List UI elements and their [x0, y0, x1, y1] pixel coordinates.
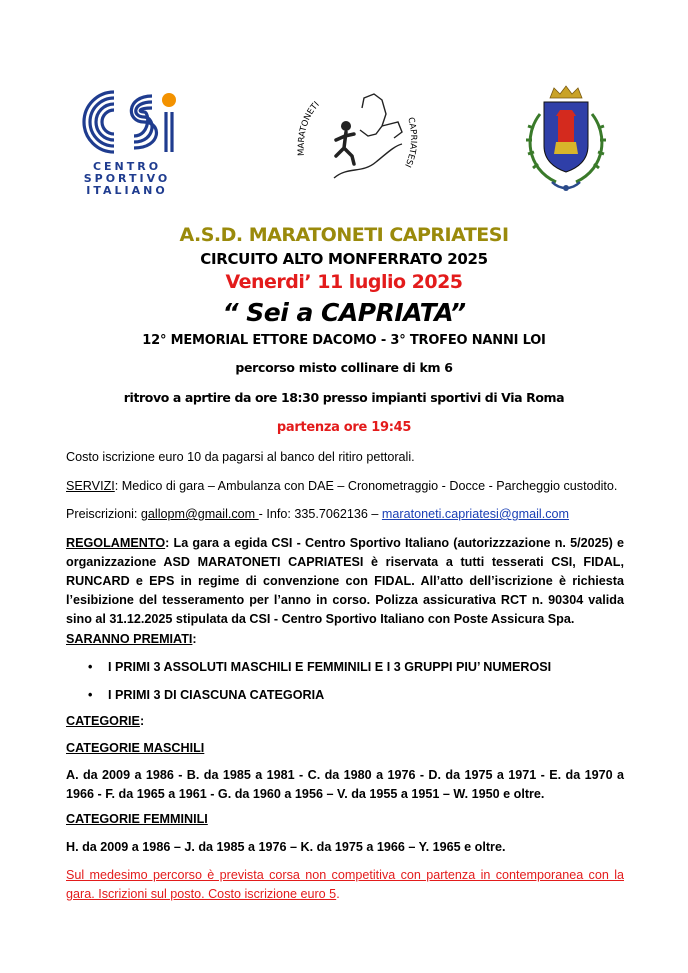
- meeting-line: ritrovo a aprtire da ore 18:30 presso impianti sportivi di Via Roma: [123, 390, 565, 405]
- categories-colon: :: [139, 714, 145, 728]
- services-text: : Medico di gara – Ambulanza con DAE – Cronometraggio - Docce - Parcheggio custodito.: [114, 479, 618, 493]
- noncompetitive-text: Sul medesimo percorso è prevista corsa non competitiva con partenza in contemporanea con la gara. Iscrizioni sul posto. Costo iscrizione euro 5: [66, 868, 624, 901]
- maratoneti-arc-text: MARATONETI: [296, 99, 322, 157]
- rules-text: : La gara a egida CSI - Centro Sportivo Italiano (autorizzzazione n. 5/2025) e organizzazione ASD MARATONETI CAPRIATESI è riservata a tutti tesserati CSI, FIDAL, RUNCARD e EPS in regime di convenzione con FIDAL. All’atto dell’iscrizione è richiesta l’esibizione del tesseramento per l’anno in corso. Polizza assicurativa RCT n. 90304 valida sino al 31.12.2025 stipulata da CSI - Centro Sportivo Italiano con Poste Assicura Spa.: [66, 536, 624, 626]
- cost-paragraph: Costo iscrizione euro 10 da pagarsi al banco del ritiro pettorali.: [66, 450, 415, 464]
- circuit-title: CIRCUITO ALTO MONFERRATO 2025: [200, 250, 488, 268]
- maratoneti-logo: [290, 86, 422, 198]
- organization-title: A.S.D. MARATONETI CAPRIATESI: [179, 224, 509, 246]
- csi-line1: CENTRO: [92, 160, 162, 173]
- prizes-label: SARANNO PREMIATI: [66, 632, 193, 646]
- capriatesi-arc-text: CAPRIATESI: [402, 116, 419, 169]
- csi-line2: SPORTIVO: [83, 172, 171, 185]
- male-categories-text: A. da 2009 a 1986 - B. da 1985 a 1981 - C. da 1980 a 1976 - D. da 1975 a 1971 - E. da 1970 a 1966 - F. da 1965 a 1961 - G. da 1960 a 1956 – V. da 1955 a 1951 – W. 1950 e oltre.: [66, 768, 624, 801]
- categories-label: CATEGORIE: [66, 714, 140, 728]
- registration-info: - Info: 335.7062136 –: [258, 507, 382, 521]
- svg-text:MARATONETI: [297, 100, 322, 156]
- start-time: partenza ore 19:45: [276, 420, 412, 435]
- list-item: • I PRIMI 3 DI CIASCUNA CATEGORIA: [66, 686, 624, 705]
- female-categories-text: H. da 2009 a 1986 – J. da 1985 a 1976 – K. da 1975 a 1966 – Y. 1965 e oltre.: [66, 840, 506, 854]
- male-categories-heading: CATEGORIE MASCHILI: [66, 741, 205, 755]
- municipal-crest: [520, 84, 612, 200]
- route-line: percorso misto collinare di km 6: [235, 360, 453, 375]
- services-label: SERVIZI: [66, 479, 115, 493]
- categories-heading: [66, 712, 624, 731]
- csi-logo: [74, 82, 180, 194]
- prizes-list: [66, 658, 624, 705]
- registration-paragraph: [66, 505, 624, 524]
- prizes-heading: [66, 630, 624, 649]
- logo-row: [0, 70, 688, 210]
- registration-email-link[interactable]: gallopm@gmail.com: [140, 507, 259, 521]
- noncompetitive-end: .: [336, 887, 340, 901]
- female-categories-heading: CATEGORIE FEMMINILI: [66, 812, 208, 826]
- club-email-link[interactable]: maratoneti.capriatesi@gmail.com: [381, 507, 569, 521]
- svg-text:CAPRIATESI: [402, 116, 418, 168]
- csi-line3: ITALIANO: [86, 184, 168, 194]
- registration-label: Preiscrizioni:: [66, 507, 141, 521]
- event-name: “ Sei a CAPRIATA”: [222, 298, 466, 327]
- list-item: • I PRIMI 3 ASSOLUTI MASCHILI E FEMMINILI E I 3 GRUPPI PIU’ NUMEROSI: [66, 658, 624, 677]
- rules-label: REGOLAMENTO: [66, 536, 166, 550]
- memorial-line: 12° MEMORIAL ETTORE DACOMO - 3° TROFEO NANNI LOI: [142, 333, 546, 348]
- prizes-colon: :: [192, 632, 197, 646]
- noncompetitive-paragraph: [66, 866, 624, 904]
- rules-paragraph: [66, 534, 624, 629]
- event-date: Venerdi’ 11 luglio 2025: [225, 271, 463, 293]
- services-paragraph: [66, 477, 624, 496]
